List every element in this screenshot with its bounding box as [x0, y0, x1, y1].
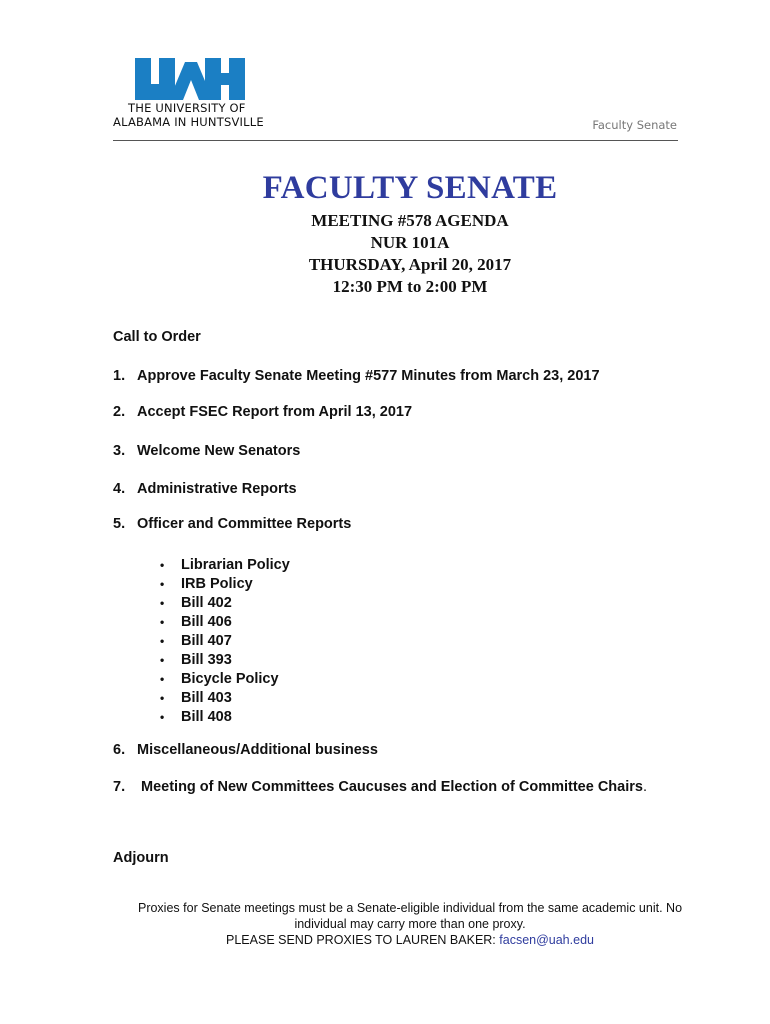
item-number: 1. — [113, 368, 126, 384]
list-item — [160, 708, 290, 727]
bullet-icon: • — [160, 634, 165, 648]
bullet-icon: • — [160, 653, 165, 667]
item-number: 6. — [113, 742, 126, 758]
list-item-text: IRB Policy — [181, 576, 253, 592]
meeting-time: 12:30 PM to 2:00 PM — [332, 277, 488, 296]
list-item-text: Bill 407 — [181, 633, 232, 649]
item-text: Approve Faculty Senate Meeting #577 Minutes from March 23, 2017 — [137, 368, 600, 384]
meeting-info — [0, 210, 770, 298]
list-item-text: Bill 393 — [181, 652, 232, 668]
agenda-item — [113, 516, 351, 532]
document-title: FACULTY SENATE — [262, 170, 558, 206]
adjourn: Adjourn — [113, 850, 169, 866]
bullet-icon: • — [160, 577, 165, 591]
call-to-order: Call to Order — [113, 329, 201, 345]
item-text: Miscellaneous/Additional business — [137, 742, 378, 758]
meeting-date: THURSDAY, April 20, 2017 — [308, 255, 512, 274]
list-item — [160, 670, 290, 689]
list-item-text: Bill 406 — [181, 614, 232, 630]
bullet-icon: • — [160, 558, 165, 572]
list-item — [160, 689, 290, 708]
agenda-item — [113, 481, 297, 497]
item-number: 5. — [113, 516, 126, 532]
uah-logo-mark — [135, 58, 245, 100]
proxy-note — [100, 900, 720, 948]
logo-wordmark — [113, 101, 263, 129]
proxy-note-line-3 — [100, 932, 720, 948]
uah-logo — [113, 58, 263, 138]
list-item — [160, 651, 290, 670]
item-text: Meeting of New Committees Caucuses and Election of Committee Chairs — [141, 779, 643, 795]
committee-report-list — [160, 556, 290, 727]
proxy-contact-text: PLEASE SEND PROXIES TO LAUREN BAKER: — [226, 933, 500, 947]
agenda-item — [113, 404, 412, 420]
bullet-icon: • — [160, 672, 165, 686]
header-label: Faculty Senate — [592, 118, 677, 132]
bullet-icon: • — [160, 596, 165, 610]
list-item-text: Bill 408 — [181, 709, 232, 725]
header-divider — [113, 140, 678, 141]
agenda-item — [113, 779, 647, 795]
item-text: Administrative Reports — [137, 481, 297, 497]
logo-line-2: ALABAMA IN HUNTSVILLE — [113, 115, 264, 129]
item-text: Welcome New Senators — [137, 443, 301, 459]
agenda-item — [113, 368, 600, 384]
list-item — [160, 575, 290, 594]
list-item-text: Bill 402 — [181, 595, 232, 611]
list-item-text: Bicycle Policy — [181, 671, 279, 687]
item-trailing-period: . — [642, 779, 647, 795]
list-item-text: Bill 403 — [181, 690, 232, 706]
meeting-number: MEETING #578 AGENDA — [311, 211, 509, 230]
logo-line-1: THE UNIVERSITY OF — [128, 101, 246, 115]
agenda-item — [113, 443, 300, 459]
item-text: Officer and Committee Reports — [137, 516, 352, 532]
proxy-note-line-2: individual may carry more than one proxy. — [294, 917, 526, 931]
item-text: Accept FSEC Report from April 13, 2017 — [137, 404, 413, 420]
agenda-item — [113, 742, 378, 758]
email-link[interactable]: facsen@uah.edu — [499, 933, 594, 947]
item-number: 7. — [113, 779, 126, 795]
bullet-icon: • — [160, 615, 165, 629]
proxy-note-line-1: Proxies for Senate meetings must be a Senate-eligible individual from the same academic unit. No — [137, 901, 683, 915]
meeting-room: NUR 101A — [370, 233, 450, 252]
list-item — [160, 632, 290, 651]
item-number: 3. — [113, 443, 126, 459]
item-number: 4. — [113, 481, 126, 497]
list-item — [160, 556, 290, 575]
list-item — [160, 594, 290, 613]
bullet-icon: • — [160, 691, 165, 705]
bullet-icon: • — [160, 710, 165, 724]
item-number: 2. — [113, 404, 126, 420]
list-item-text: Librarian Policy — [181, 557, 290, 573]
list-item — [160, 613, 290, 632]
